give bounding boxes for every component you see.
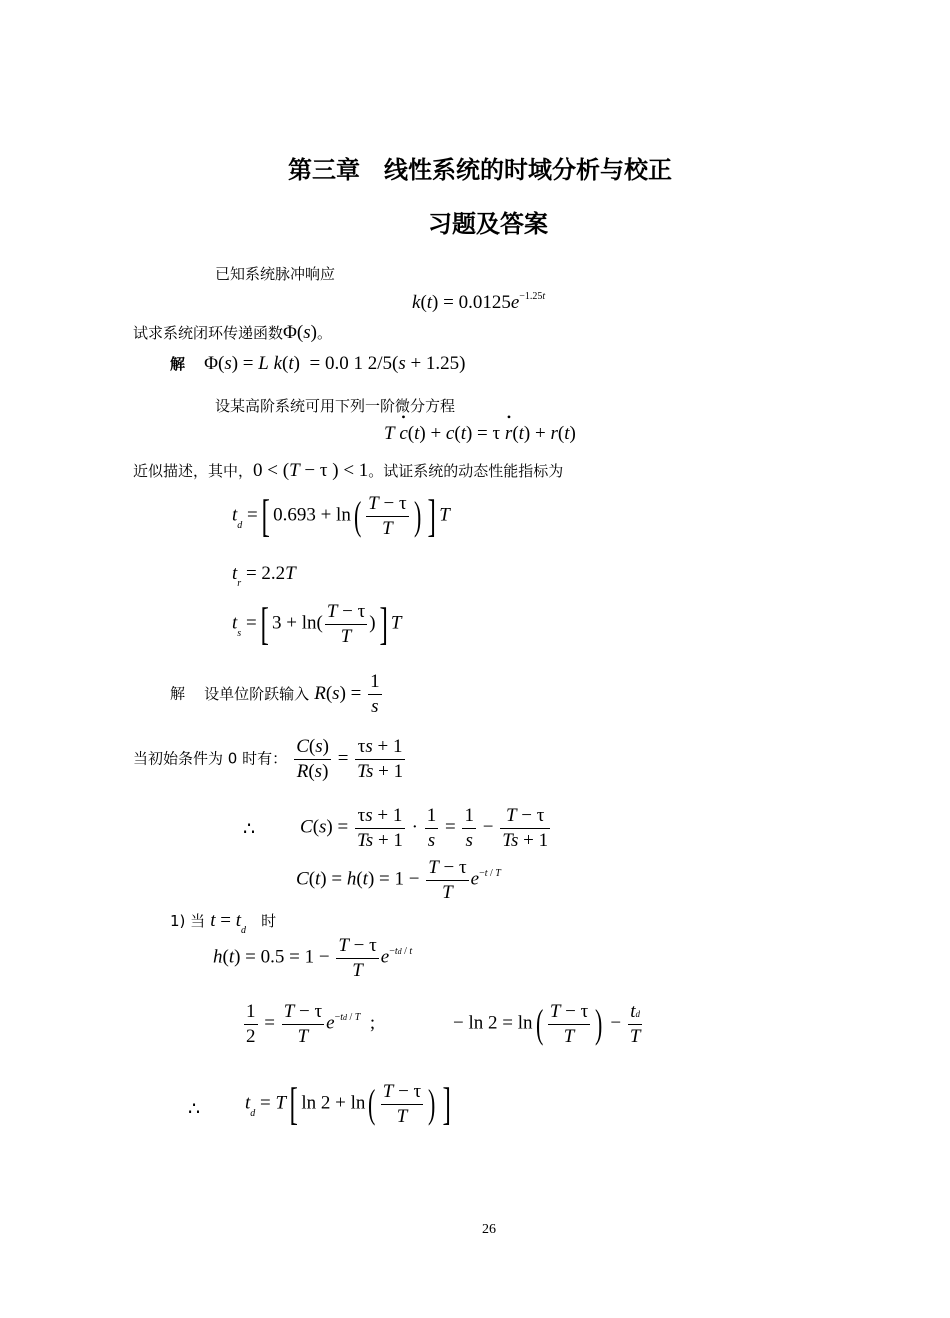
tr-formula: $t_r = 2.2T$ xyxy=(232,563,296,589)
cs-equation: C(s) = $\frac{\tau s + 1}{Ts + 1}$ · $\frac{1}{s}$ = $\frac{1}{s}$ − $\frac{T - \tau}{Ts + 1}$ xyxy=(300,805,549,851)
case1-label: 1) 当 xyxy=(170,912,206,930)
solution2-label: 解 xyxy=(170,684,186,703)
approx-suffix: 。试证系统的动态性能指标为 xyxy=(368,462,564,480)
solution-label: 解 xyxy=(170,355,186,373)
approx-prefix: 近似描述，其中， xyxy=(133,462,254,480)
ts-formula: $t_s$ =[ 3 + ln( $\frac{T - \tau}{T}$ )] T xyxy=(232,598,402,650)
page-number: 26 xyxy=(482,1222,496,1237)
problem1-solution: 解 Φ(s) = L k(t) = 0.0 1 2/5(s + 1.25) xyxy=(170,353,466,374)
problem2-intro: 设某高阶系统可用下列一阶微分方程 xyxy=(215,397,456,415)
approx-condition: 近似描述，其中，0 < (T − τ ) < 1。试证系统的动态性能指标为 xyxy=(133,460,564,481)
h-td-equation: h(t) = 0.5 = 1 − $\frac{T - \tau}{T}$ $e^{-td / t}$ xyxy=(213,935,413,981)
unit-step-text: 设单位阶跃输入 xyxy=(204,684,310,703)
problem1-intro: 已知系统脉冲响应 xyxy=(215,265,336,283)
transfer-function-line: 当初始条件为 0 时有： $\frac{C(s)}{R(s)}$ = $\frac{\tau s + 1}{Ts + 1}$ xyxy=(133,736,404,782)
case1-when: 时 xyxy=(261,912,277,930)
question-text: 试求系统闭环传递函数 xyxy=(133,324,284,342)
td-formula: $t_d$ =[ 0.693 + ln( $\frac{T - \tau}{T}$ ) ] T xyxy=(232,490,450,542)
impulse-response-equation: $k(t) = 0.0125e^{-1.25t}$ xyxy=(412,291,546,313)
differential-equation: T • c(t) + c(t) = τ • r(t) + r(t) xyxy=(384,423,576,445)
chapter-title: 第三章 线性系统的时域分析与校正 xyxy=(288,156,672,184)
section-subtitle: 习题及答案 xyxy=(428,210,548,238)
question-end: 。 xyxy=(316,324,332,342)
therefore-symbol-1: ∴ xyxy=(243,819,256,840)
td-result: $t_d = T$[ ln 2 + ln( $\frac{T - \tau}{T}$ ) ] xyxy=(245,1078,451,1130)
half-equation: $\frac{1}{2}$ = $\frac{T - \tau}{T}$ $e^{-td / T}$ ; xyxy=(246,1001,376,1047)
problem1-question: 试求系统闭环传递函数Φ(s)。 xyxy=(133,322,332,343)
initial-condition-text: 当初始条件为 0 时有： xyxy=(133,749,288,768)
ln2-equation: − ln 2 = ln( $\frac{T - \tau}{T}$ ) − $\frac{td}{T}$ xyxy=(453,1001,641,1047)
case1-line: 1) 当 $t = t_d$ 时 xyxy=(170,910,277,936)
ct-equation: C(t) = h(t) = 1 − $\frac{T - \tau}{T}$ $e^{-t / T}$ xyxy=(296,857,501,903)
therefore-symbol-2: ∴ xyxy=(188,1099,201,1120)
problem2-solution-intro: 解 设单位阶跃输入 R(s) = $\frac{1}{s}$ xyxy=(170,671,380,717)
